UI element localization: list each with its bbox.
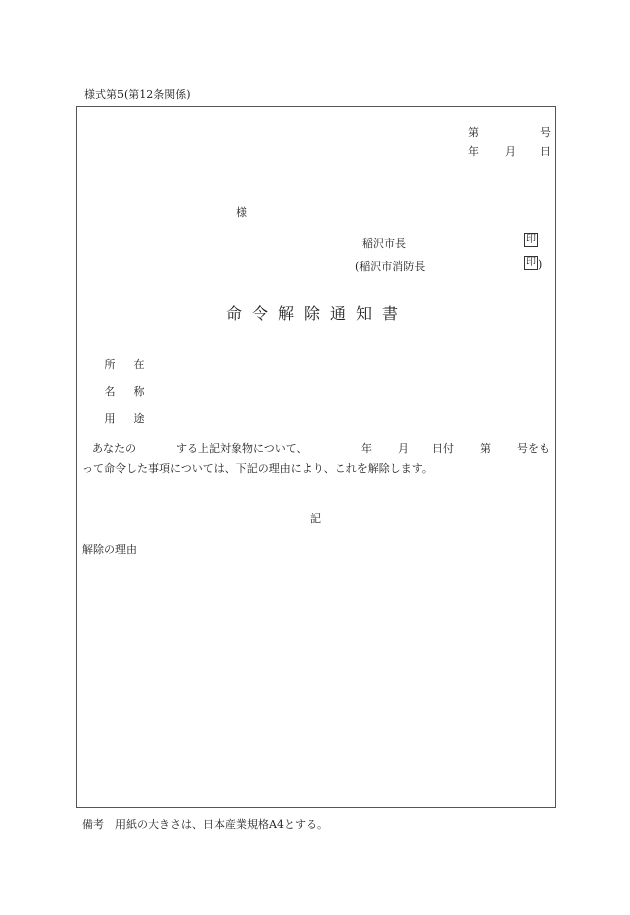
seal-mark-mayor: 印 <box>526 234 536 245</box>
body-month: 月 <box>398 442 409 455</box>
notice-frame <box>76 106 556 808</box>
form-number-title: 様式第5(第12条関係) <box>84 88 191 101</box>
date-day: 日 <box>540 145 551 158</box>
body-anata: あなたの <box>92 442 136 455</box>
body-dai: 第 <box>480 442 491 455</box>
issuer-mayor: 稲沢市長 <box>362 237 406 250</box>
number-suffix: 号 <box>540 126 551 139</box>
date-year: 年 <box>468 145 479 158</box>
footnote: 備考 用紙の大きさは、日本産業規格A4とする。 <box>82 818 328 831</box>
seal-mark-fire-chief: 印 <box>526 257 536 268</box>
body-date: 日付 <box>432 442 454 455</box>
number-prefix: 第 <box>468 126 479 139</box>
date-month: 月 <box>505 145 516 158</box>
body-year: 年 <box>361 442 372 455</box>
body-suru: する上記対象物について、 <box>176 442 308 455</box>
closing-paren: ) <box>538 258 543 271</box>
issuer-fire-chief: (稲沢市消防長 <box>355 260 426 273</box>
reason-label: 解除の理由 <box>82 543 137 556</box>
ki-heading: 記 <box>310 512 321 525</box>
field-location-label: 所 在 <box>104 358 145 371</box>
body-gou: 号をも <box>517 442 550 455</box>
body-line-2: って命令した事項については、下記の理由により、これを解除します。 <box>82 462 433 475</box>
field-name-label: 名 称 <box>104 385 145 398</box>
document-title: 命令解除通知書 <box>226 304 409 323</box>
addressee-suffix: 様 <box>236 206 247 219</box>
field-use-label: 用 途 <box>104 412 145 425</box>
